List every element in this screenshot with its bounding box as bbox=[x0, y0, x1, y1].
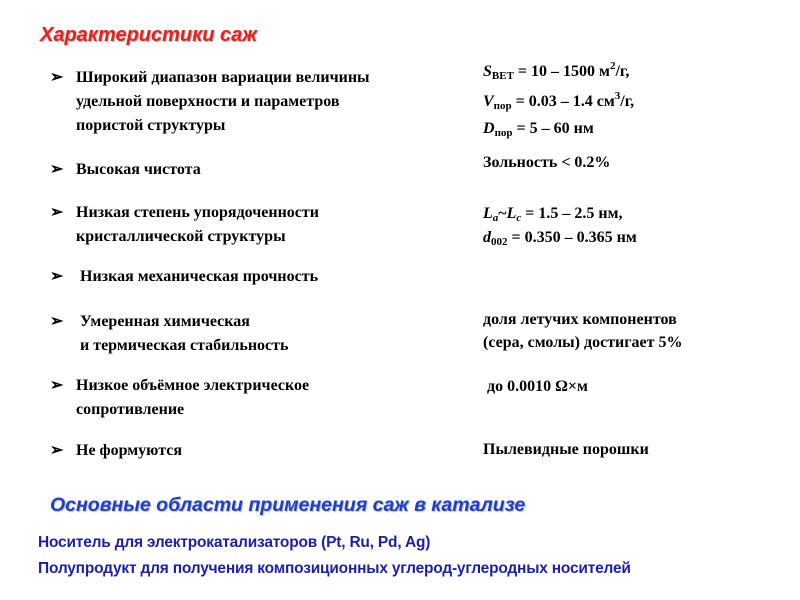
value-volatile-1: доля летучих компонентов bbox=[483, 311, 677, 328]
value-la-lc: $L_a\sim L_c = 1.5 - 2.5$ нм, bbox=[483, 205, 623, 224]
list-item bbox=[50, 265, 450, 289]
item-text: Низкое объёмное электрическое сопротивление bbox=[76, 377, 310, 418]
list-item bbox=[50, 201, 450, 249]
section-subtitle: Основные области применения саж в катализе bbox=[50, 494, 526, 516]
arrow-bullet-icon: ➢ bbox=[50, 313, 64, 330]
value-sbet: $S_{BET} = 10 - 1500$ $м^2/г$, bbox=[483, 60, 630, 82]
arrow-bullet-icon: ➢ bbox=[50, 377, 64, 394]
item-text: Низкая степень упорядоченности кристаллической структуры bbox=[76, 204, 319, 245]
arrow-bullet-icon: ➢ bbox=[50, 442, 64, 459]
item-text: Высокая чистота bbox=[76, 161, 201, 178]
list-item bbox=[50, 310, 450, 358]
application-item: Полупродукт для получения композиционных углерод-углеродных носителей bbox=[38, 560, 631, 577]
item-text: Умеренная химическая и термическая стабильность bbox=[80, 313, 289, 354]
list-item bbox=[50, 374, 450, 422]
value-volatile-2: (сера, смолы) достигает 5% bbox=[483, 334, 683, 351]
arrow-bullet-icon: ➢ bbox=[50, 69, 64, 86]
value-powders: Пылевидные порошки bbox=[483, 441, 649, 458]
value-resistance: до 0.0010 Ω×м bbox=[483, 378, 588, 395]
value-dpor: $D_{пор} = 5 - 60$ нм bbox=[483, 120, 594, 139]
arrow-bullet-icon: ➢ bbox=[50, 161, 64, 178]
value-d002: $d_{002} = 0.350 - 0.365$ нм bbox=[483, 229, 637, 248]
list-item bbox=[50, 439, 450, 463]
value-ash: Зольность < 0.2% bbox=[483, 154, 611, 171]
arrow-bullet-icon: ➢ bbox=[50, 268, 64, 285]
item-text: Низкая механическая прочность bbox=[76, 268, 319, 285]
item-text: Широкий диапазон вариации величины удельной поверхности и параметров пористой структуры bbox=[76, 69, 370, 134]
list-item bbox=[50, 66, 450, 138]
list-item bbox=[50, 158, 450, 182]
arrow-bullet-icon: ➢ bbox=[50, 204, 64, 221]
value-vpor: $V_{пор} = 0.03 - 1.4$ $см^3/г$, bbox=[483, 90, 635, 112]
item-text: Не формуются bbox=[76, 442, 182, 459]
slide-title: Характеристики саж bbox=[40, 24, 258, 46]
application-item: Носитель для электрокатализаторов (Pt, Ru, Pd, Ag) bbox=[38, 534, 431, 551]
